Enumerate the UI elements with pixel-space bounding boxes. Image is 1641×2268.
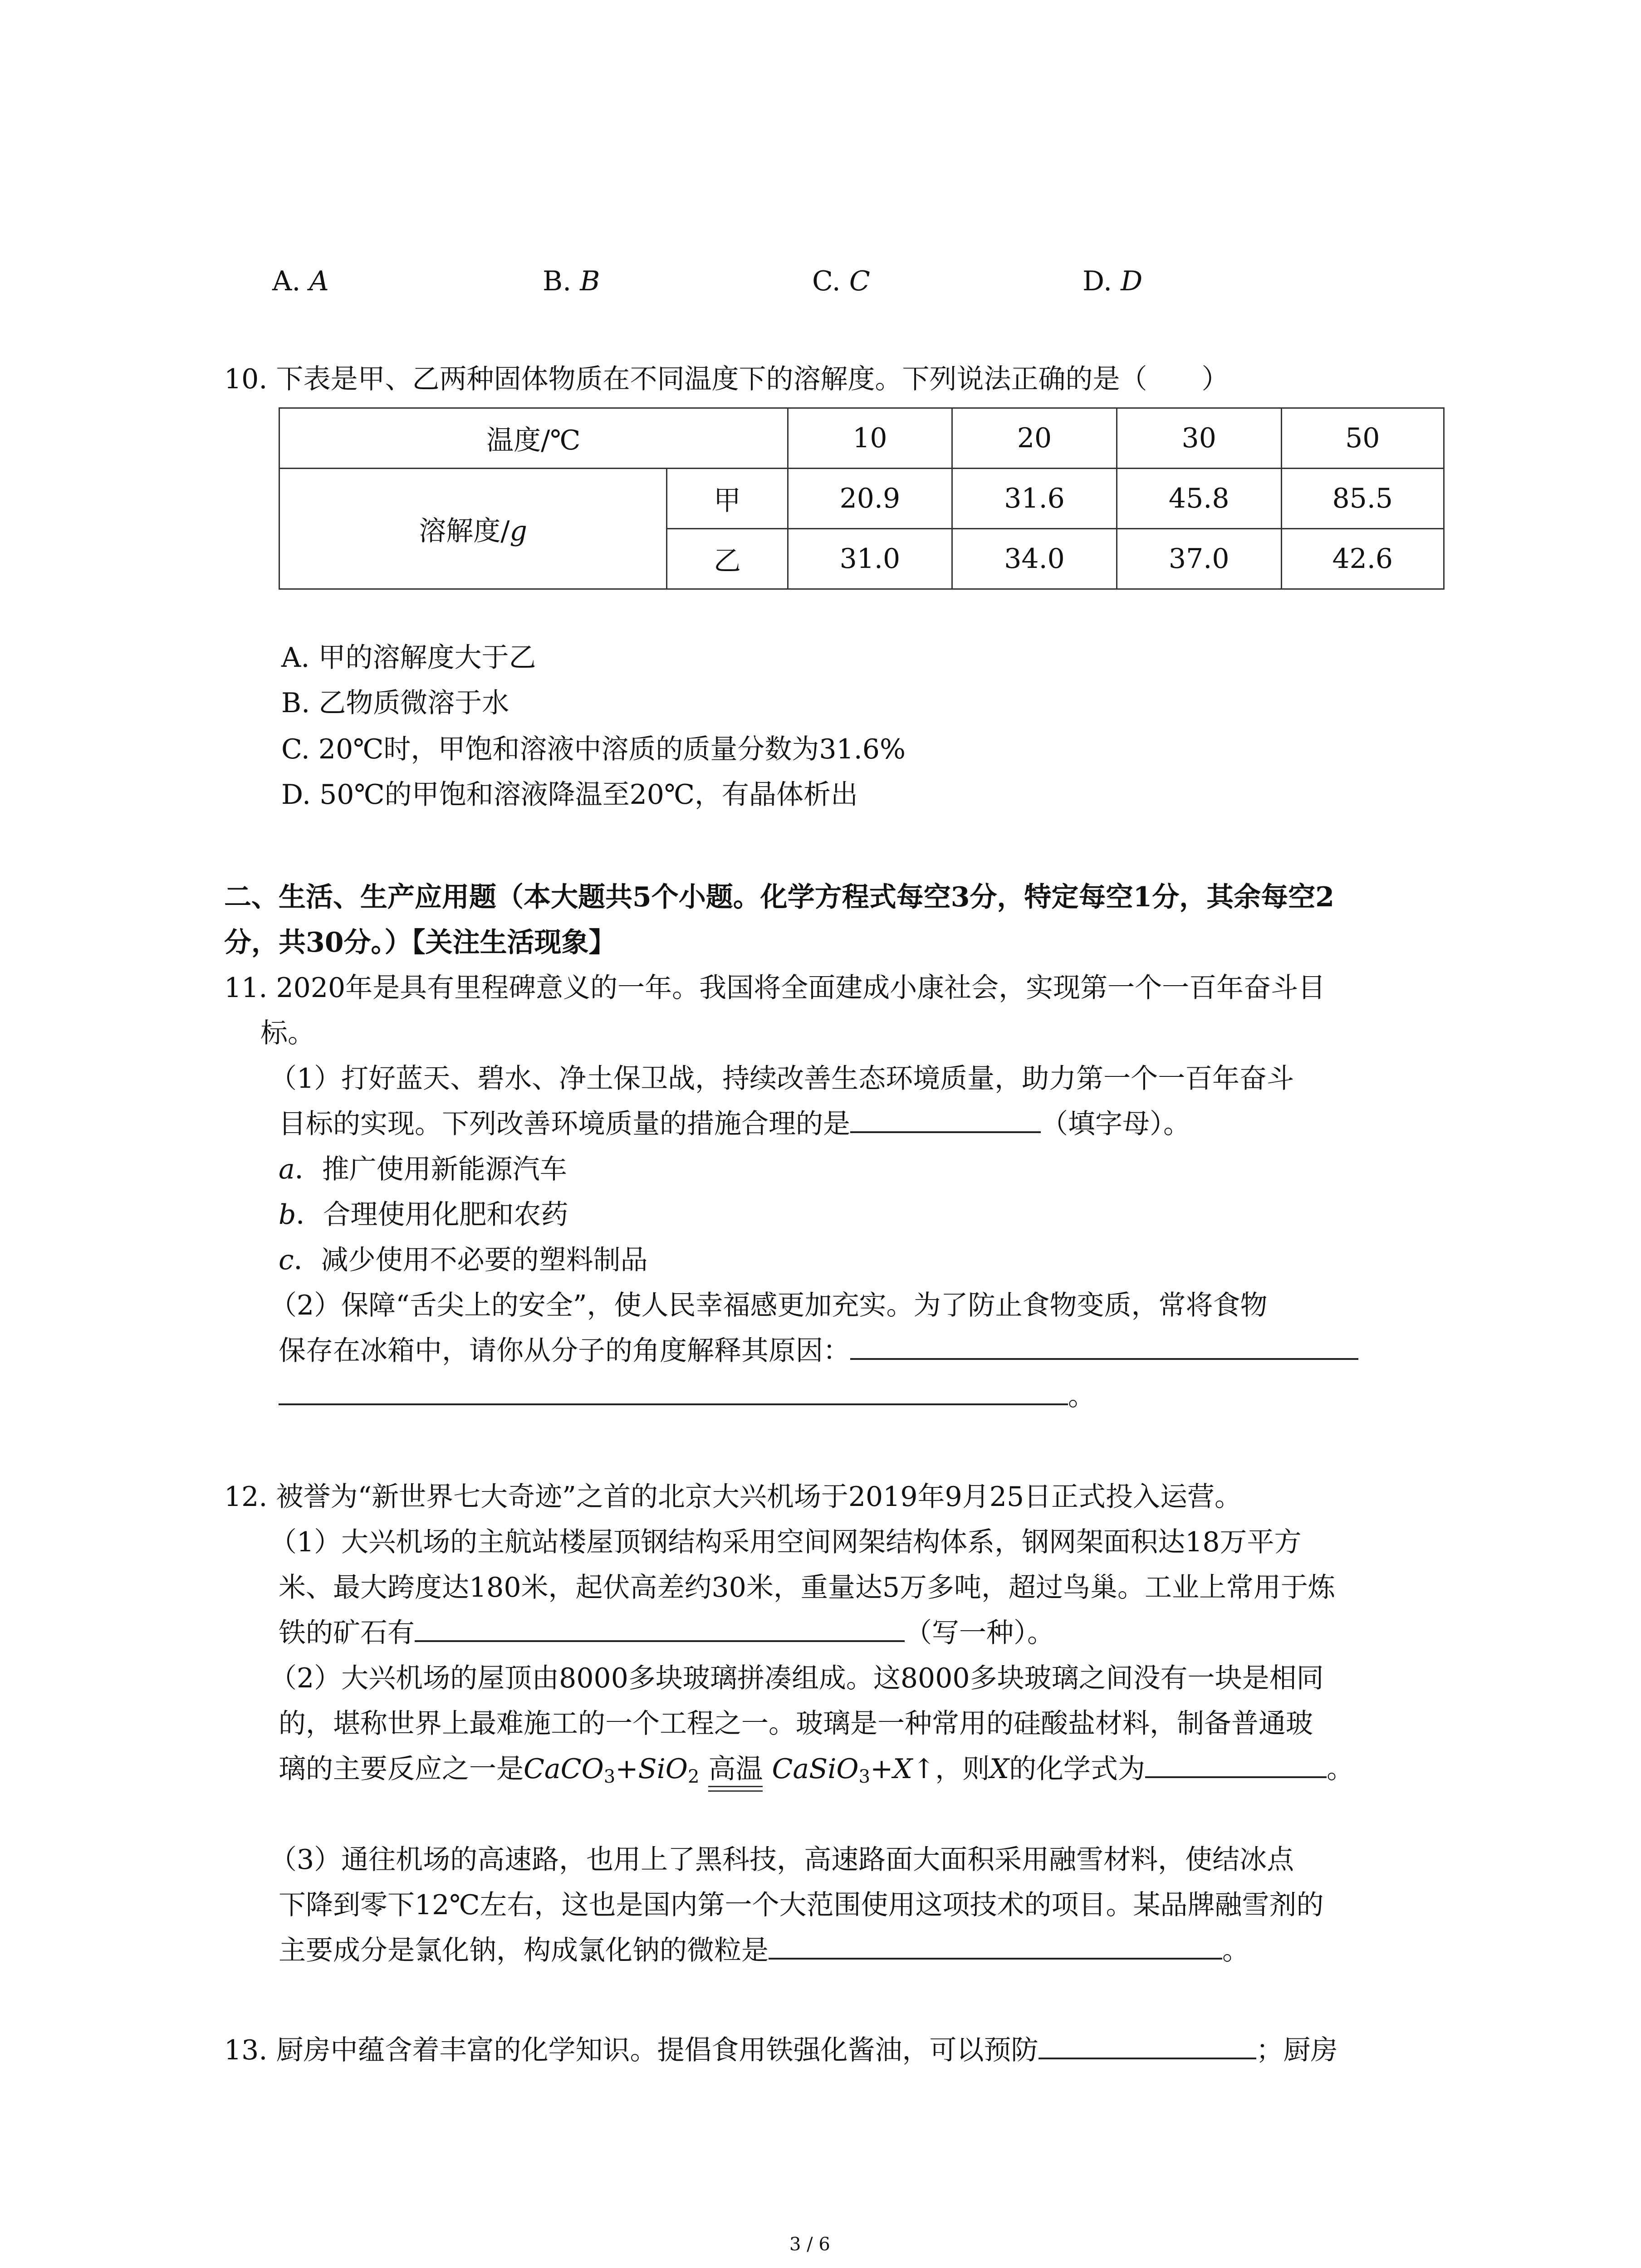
answer-blank[interactable] [415,1636,905,1642]
q12-part2-line3: 璃的主要反应之一是CaCO$_3$+SiO$_2$ 高温 CaSiO$_3$+X↑，则X的化学式为 。 [279,1753,1354,1787]
temp-header: 温度/℃ [279,408,788,469]
q11-part1-line2: 目标的实现。下列改善环境质量的措施合理的是 （填字母）。 [279,1108,1190,1140]
table-cell: 20.9 [788,469,952,529]
solubility-label: 溶解度/g [279,469,667,589]
q12-part1-line2: 米、最大跨度达180米，起伏高差约30米，重量达5万多吨，超过鸟巢。工业上常用于炼 [279,1572,1336,1603]
q10-option-c: C. 20℃时，甲饱和溶液中溶质的质量分数为31.6% [281,733,906,765]
table-cell: 85.5 [1281,469,1444,529]
answer-blank[interactable] [850,1354,1358,1360]
q12-part1-line3: 铁的矿石有 （写一种）。 [279,1617,1054,1649]
q11-stem-line1: 11. 2020年是具有里程碑意义的一年。我国将全面建成小康社会，实现第一个一百年奋斗目 [224,972,1326,1004]
q9-option-a: A. A [272,265,329,297]
temp-cell: 20 [952,408,1117,469]
answer-blank[interactable] [850,1127,1041,1133]
q10-stem: 10. 下表是甲、乙两种固体物质在不同温度下的溶解度。下列说法正确的是（ ） [224,363,1229,395]
q11-part2-line1: （2）保障“舌尖上的安全”，使人民幸福感更加充实。为了防止食物变质，常将食物 [269,1290,1268,1321]
q10-option-d: D. 50℃的甲饱和溶液降温至20℃，有晶体析出 [281,779,858,811]
q12-part2-line2: 的，堪称世界上最难施工的一个工程之一。玻璃是一种常用的硅酸盐材料，制备普通玻 [279,1708,1313,1740]
q11-item-c: c．减少使用不必要的塑料制品 [279,1244,648,1276]
q12-part1-line1: （1）大兴机场的主航站楼屋顶钢结构采用空间网架结构体系，钢网架面积达18万平方 [269,1526,1302,1558]
page-number: 3 / 6 [789,2234,830,2255]
answer-blank[interactable] [1145,1772,1327,1778]
q11-item-b: b．合理使用化肥和农药 [279,1199,568,1231]
reaction-condition: 高温 [708,1753,763,1785]
q11-part2-line2: 保存在冰箱中，请你从分子的角度解释其原因： [279,1337,1358,1364]
table-cell: 31.6 [952,469,1117,529]
section-heading-line1: 二、生活、生产应用题（本大题共5个小题。化学方程式每空3分，特定每空1分，其余每空2 [224,881,1334,913]
q12-part2-line1: （2）大兴机场的屋顶由8000多块玻璃拼凑组成。这8000多块玻璃之间没有一块是相同 [269,1662,1324,1694]
solubility-table [279,407,1445,590]
q12-part3-line1: （3）通往机场的高速路，也用上了黑科技，高速路面大面积采用融雪材料，使结冰点 [269,1844,1294,1876]
answer-blank[interactable] [1038,2053,1256,2059]
q11-part2-line3: 。 [279,1383,1095,1410]
table-cell: 37.0 [1117,529,1281,589]
substance-name: 甲 [667,469,788,529]
temp-cell: 50 [1281,408,1444,469]
q13-stem: 13. 厨房中蕴含着丰富的化学知识。提倡食用铁强化酱油，可以预防 ；厨房 [224,2034,1338,2066]
temp-cell: 30 [1117,408,1281,469]
table-cell: 45.8 [1117,469,1281,529]
q11-item-a: a．推广使用新能源汽车 [279,1154,567,1185]
answer-blank[interactable] [279,1399,1068,1405]
chemical-equation: CaCO$_3$+SiO$_2$ [524,1753,700,1787]
q9-option-c: C. C [812,265,870,297]
substance-name: 乙 [667,529,788,589]
q11-stem-line2: 标。 [260,1017,315,1049]
table-cell: 42.6 [1281,529,1444,589]
section-heading-line2: 分，共30分。）【关注生活现象】 [224,927,616,958]
table-header-row [279,408,1444,469]
q10-option-a: A. 甲的溶解度大于乙 [281,642,536,674]
table-cell: 31.0 [788,529,952,589]
table-cell: 34.0 [952,529,1117,589]
q12-part3-line3: 主要成分是氯化钠，构成氯化钠的微粒是 。 [279,1935,1249,1966]
q10-option-b: B. 乙物质微溶于水 [281,687,509,719]
table-row [279,469,1444,529]
q9-option-d: D. D [1083,265,1143,297]
q12-stem: 12. 被誉为“新世界七大奇迹”之首的北京大兴机场于2019年9月25日正式投入运营。 [224,1481,1242,1513]
temp-cell: 10 [788,408,952,469]
answer-blank[interactable] [769,1953,1222,1960]
q12-part3-line2: 下降到零下12℃左右，这也是国内第一个大范围使用这项技术的项目。某品牌融雪剂的 [279,1889,1324,1921]
q11-part1-line1: （1）打好蓝天、碧水、净土保卫战，持续改善生态环境质量，助力第一个一百年奋斗 [269,1063,1294,1095]
q9-option-b: B. B [543,265,600,297]
